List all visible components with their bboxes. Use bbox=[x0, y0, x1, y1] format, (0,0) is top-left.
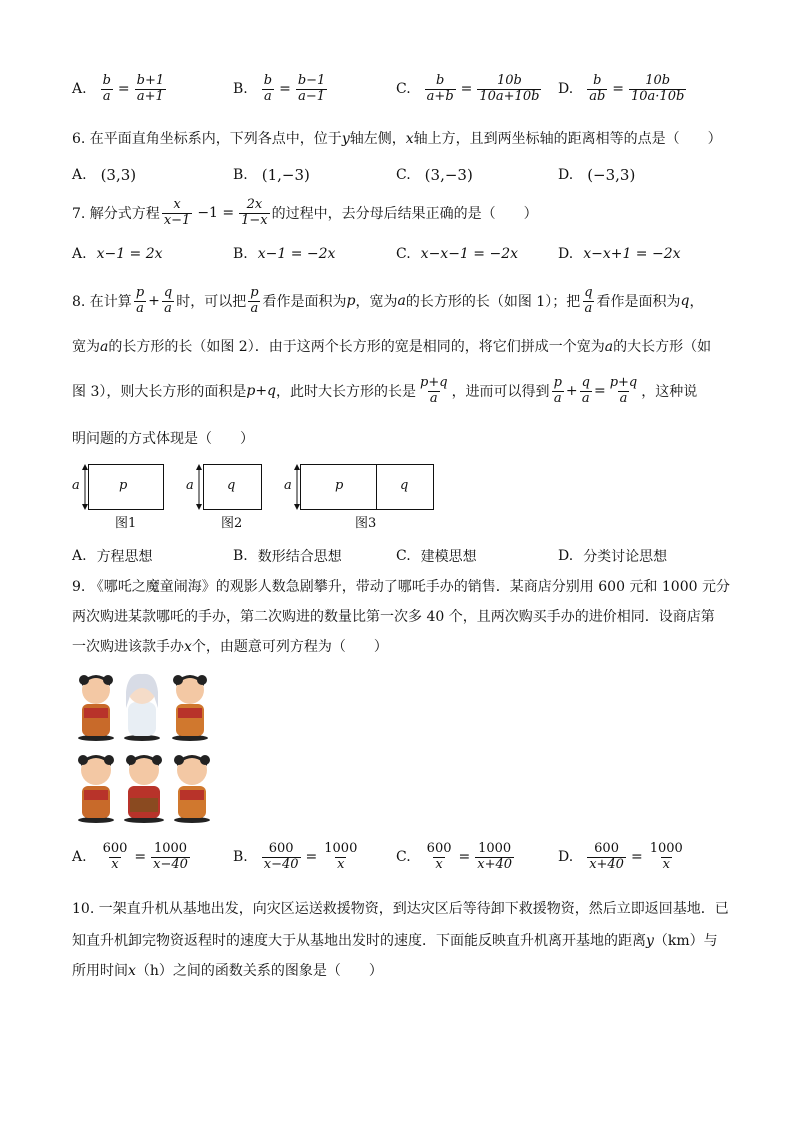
q6-option-b[interactable]: B. (1,−3) bbox=[233, 166, 310, 184]
width-label: a bbox=[284, 478, 292, 493]
q9-line-1: 9. 《哪吒之魔童闹海》的观影人数急剧攀升，带动了哪吒手办的销售．某商店分别用 600 元和 1000 元分 bbox=[72, 579, 730, 595]
fig3-caption: 图3 bbox=[355, 516, 377, 531]
option-label: C. bbox=[396, 81, 411, 98]
q9-line-3: 一次购进该款手办x个，由题意可列方程为（ ） bbox=[72, 639, 388, 655]
area-label: q bbox=[400, 478, 409, 493]
q8-line-3: 图 3），则大长方形的面积是 p+q ，此时大长方形的长是 $\frac{p+q}{a}$ ，进而可以得到 $\frac{p}{a}$ + $\frac{q}{a}$ = $\frac{p+q}{a}$ ，这种说 bbox=[72, 375, 698, 406]
fraction: $\frac{b-1}{a-1}$ bbox=[297, 73, 326, 104]
q10-line-1: 10. 一架直升机从基地出发，向灾区运送救援物资，到达灾区后等待卸下救援物资，然后立即返回基地．已 bbox=[72, 901, 729, 917]
q7-option-a[interactable]: A. x−1 = 2x bbox=[72, 246, 163, 262]
q9-option-a[interactable]: A. $\frac{600}{x}$ = $\frac{1000}{x-40}$ bbox=[72, 841, 188, 872]
option-label: D. bbox=[558, 81, 574, 98]
q9-option-c[interactable]: C. $\frac{600}{x}$ = $\frac{1000}{x+40}$ bbox=[396, 841, 513, 872]
area-label: q bbox=[227, 478, 236, 493]
q8-line-2: 宽为a的长方形的长（如图 2）．由于这两个长方形的宽是相同的，将它们拼成一个宽为a的大长方形（如 bbox=[72, 339, 712, 355]
q6-option-c[interactable]: C. (3,−3) bbox=[396, 166, 473, 184]
q9-line-2: 两次购进某款哪吒的手办，第二次购进的数量比第一次多 40 个，且两次购买手办的进价相同．设商店第 bbox=[72, 609, 715, 625]
option-value: (−3,3) bbox=[587, 166, 636, 184]
q5-option-a[interactable]: A. $\frac{b}{a}$ = $\frac{b+1}{a+1}$ bbox=[72, 73, 165, 104]
q5-option-c[interactable]: C. $\frac{b}{a+b}$ = $\frac{10b}{10a+10b}$ bbox=[396, 73, 540, 104]
q5-option-d[interactable]: D. $\frac{b}{ab}$ = $\frac{10b}{10a\cdot 10b}$ bbox=[558, 73, 685, 104]
fraction: $\frac{b}{a}$ bbox=[102, 73, 111, 104]
q8-line-4: 明问题的方式体现是（ ） bbox=[72, 431, 254, 447]
option-value: (3,3) bbox=[100, 166, 137, 184]
q8-option-a[interactable]: A. 方程思想 bbox=[72, 548, 153, 565]
width-label: a bbox=[186, 478, 194, 493]
q9-option-b[interactable]: B. $\frac{600}{x-40}$ = $\frac{1000}{x}$ bbox=[233, 841, 358, 872]
fraction: $\frac{b}{ab}$ bbox=[589, 73, 606, 104]
q7-option-b[interactable]: B. x−1 = −2x bbox=[233, 246, 336, 262]
fraction: $\frac{10b}{10a+10b}$ bbox=[479, 73, 540, 104]
q8-option-c[interactable]: C. 建模思想 bbox=[396, 548, 477, 565]
fraction: $\frac{b+1}{a+1}$ bbox=[136, 73, 165, 104]
q8-option-d[interactable]: D. 分类讨论思想 bbox=[558, 548, 668, 565]
q8-line-1: 8. 在计算 $\frac{p}{a}$ + $\frac{q}{a}$ 时，可以把 $\frac{p}{a}$ 看作是面积为 p ，宽为 a 的长方形的长（如图 1）；把 $\frac{q}{a}$ 看作是面积为 q ， bbox=[72, 285, 704, 316]
fig1-caption: 图1 bbox=[115, 516, 137, 531]
q6-option-a[interactable]: A. (3,3) bbox=[72, 166, 137, 184]
option-label: B. bbox=[233, 81, 248, 98]
fig2-caption: 图2 bbox=[221, 516, 243, 531]
fraction: $\frac{10b}{10a\cdot 10b}$ bbox=[631, 73, 685, 104]
fig3-rectangle bbox=[300, 464, 434, 510]
q9-option-d[interactable]: D. $\frac{600}{x+40}$ = $\frac{1000}{x}$ bbox=[558, 841, 683, 872]
q10-line-2: 知直升机卸完物资返程时的速度大于从基地出发时的速度．下面能反映直升机离开基地的距离y（km）与 bbox=[72, 933, 718, 949]
q5-option-b[interactable]: B. $\frac{b}{a}$ = $\frac{b-1}{a-1}$ bbox=[233, 73, 326, 104]
fraction: $\frac{b}{a}$ bbox=[263, 73, 273, 104]
option-value: (1,−3) bbox=[261, 166, 310, 184]
area-label: p bbox=[335, 478, 344, 493]
q7-option-d[interactable]: D. x−x+1 = −2x bbox=[558, 246, 681, 262]
option-label: A. bbox=[72, 81, 87, 98]
q10-line-3: 所用时间x（h）之间的函数关系的图象是（ ） bbox=[72, 963, 383, 979]
q6-stem: 6. 在平面直角坐标系内，下列各点中，位于y轴左侧，x轴上方，且到两坐标轴的距离相等的点是（ ） bbox=[72, 131, 722, 147]
fraction: $\frac{b}{a+b}$ bbox=[426, 73, 454, 104]
q7-option-c[interactable]: C. x−x−1 = −2x bbox=[396, 246, 518, 262]
nezha-figurines-image bbox=[72, 668, 216, 826]
q8-option-b[interactable]: B. 数形结合思想 bbox=[233, 548, 342, 565]
option-value: (3,−3) bbox=[424, 166, 473, 184]
q6-option-d[interactable]: D. (−3,3) bbox=[558, 166, 636, 184]
q7-stem: 7. 解分式方程 $\frac{x}{x-1}$ −1 = $\frac{2x}{1-x}$ 的过程中，去分母后结果正确的是（ ） bbox=[72, 197, 538, 228]
area-label: p bbox=[119, 478, 128, 493]
width-label: a bbox=[72, 478, 80, 493]
